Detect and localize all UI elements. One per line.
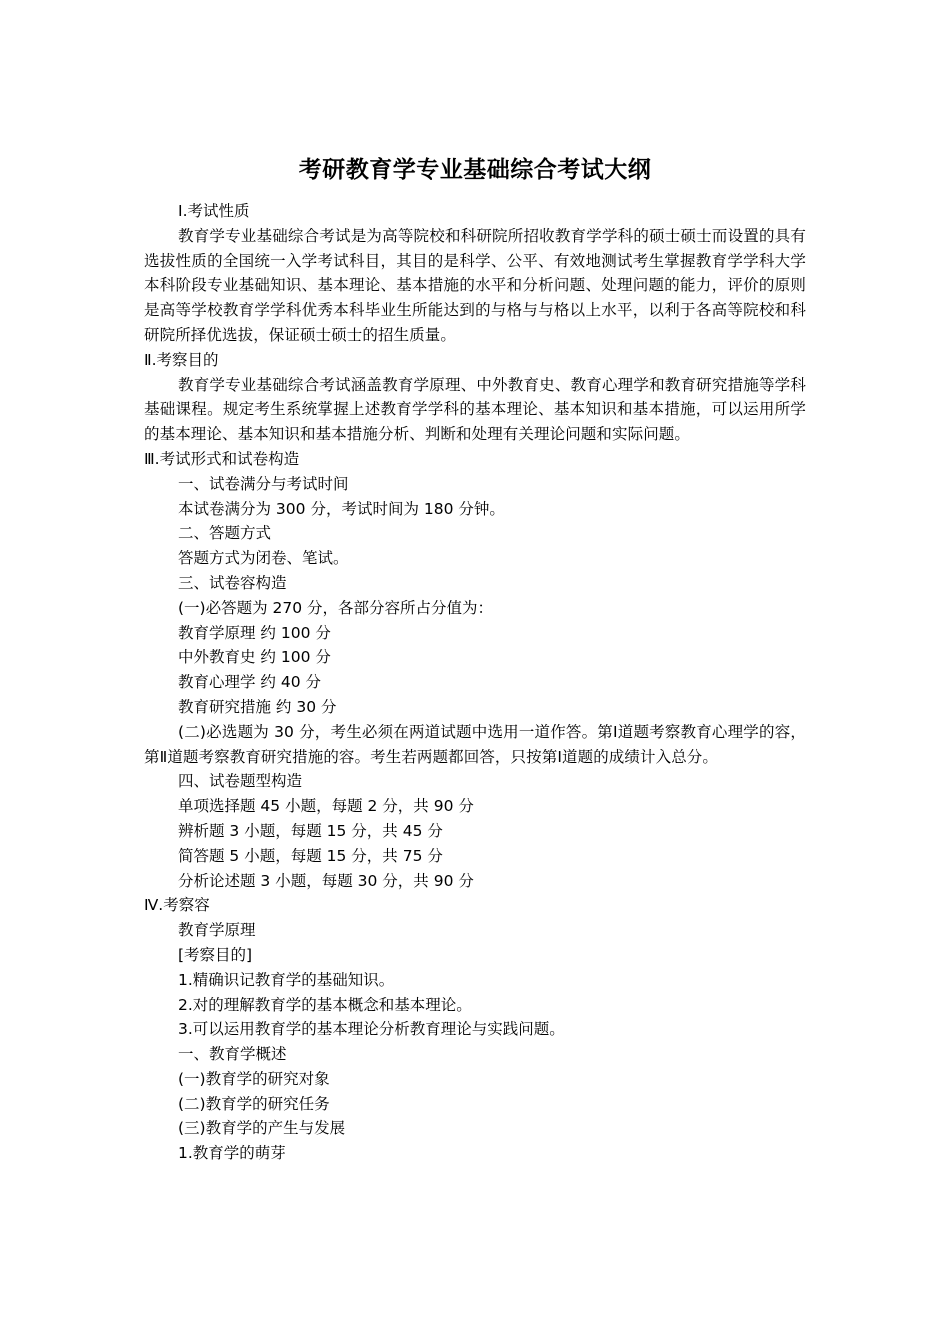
text-line: 三、试卷容构造 (178, 573, 287, 592)
section-3-paragraph: (二)必选题为 30 分，考生必须在两道试题中选用一道作答。第Ⅰ道题考察教育心理学的容，第Ⅱ道题考察教育研究措施的容。考生若两题都回答，只按第Ⅰ道题的成绩计入总分。 (144, 722, 806, 766)
text-line: (三)教育学的产生与发展 (178, 1119, 346, 1138)
text-line: (二)教育学的研究任务 (178, 1094, 330, 1113)
text-line: 辨析题 3 小题，每题 15 分，共 45 分 (178, 821, 443, 840)
text-line: 二、答题方式 (178, 524, 272, 543)
text-line: 教育研究措施 约 30 分 (178, 697, 337, 716)
text-line: 答题方式为闭卷、笔试。 (178, 549, 349, 568)
section-3-heading: Ⅲ.考试形式和试卷构造 (144, 449, 300, 468)
section-1-paragraph: 教育学专业基础综合考试是为高等院校和科研院所招收教育学学科的硕士硕士而设置的具有选拔性质的全国统一入学考试科目，其目的是科学、公平、有效地测试考生掌握教育学学科大学本科阶段专业基础知识、基本理论、基本措施的水平和分析问题、处理问题的能力，评价的原则是高等学校教育学学科优秀本科毕业生所能达到的与格与与格以上水平，以利于各高等院校和科研院所择优选拔，保证硕士硕士的招生质量。 (144, 226, 806, 344)
section-1-heading: Ⅰ.考试性质 (178, 202, 250, 220)
text-line: 2.对的理解教育学的基本概念和基本理论。 (178, 995, 472, 1014)
text-line: (一)教育学的研究对象 (178, 1069, 330, 1088)
text-line: 教育学原理 约 100 分 (178, 623, 331, 642)
text-line: 单项选择题 45 小题，每题 2 分，共 90 分 (178, 797, 474, 816)
section-2-heading: Ⅱ.考察目的 (144, 350, 219, 369)
text-line: 1.教育学的萌芽 (178, 1144, 286, 1163)
section-4-heading: Ⅳ.考察容 (144, 896, 210, 915)
text-line: 简答题 5 小题，每题 15 分，共 75 分 (178, 846, 443, 865)
text-line: 3.可以运用教育学的基本理论分析教育理论与实践问题。 (178, 1020, 565, 1039)
text-line: 教育学原理 (178, 921, 256, 940)
text-line: 1.精确识记教育学的基础知识。 (178, 970, 395, 989)
section-2-paragraph: 教育学专业基础综合考试涵盖教育学原理、中外教育史、教育心理学和教育研究措施等学科基础课程。规定考生系统掌握上述教育学学科的基本理论、基本知识和基本措施，可以运用所学的基本理论、基本知识和基本措施分析、判断和处理有关理论问题和实际问题。 (144, 375, 806, 444)
text-line: (一)必答题为 270 分，各部分容所占分值为： (178, 598, 494, 617)
text-line: 中外教育史 约 100 分 (178, 648, 331, 667)
text-line: 教育心理学 约 40 分 (178, 673, 322, 692)
text-line: 分析论述题 3 小题，每题 30 分，共 90 分 (178, 871, 474, 890)
text-line: 四、试卷题型构造 (178, 772, 303, 791)
document-title: 考研教育学专业基础综合考试大纲 (298, 157, 652, 183)
text-line: [考察目的] (178, 945, 253, 964)
text-line: 一、试卷满分与考试时间 (178, 474, 349, 493)
text-line: 本试卷满分为 300 分，考试时间为 180 分钟。 (178, 499, 505, 518)
document-body (144, 199, 806, 1166)
text-line: 一、教育学概述 (178, 1045, 287, 1064)
